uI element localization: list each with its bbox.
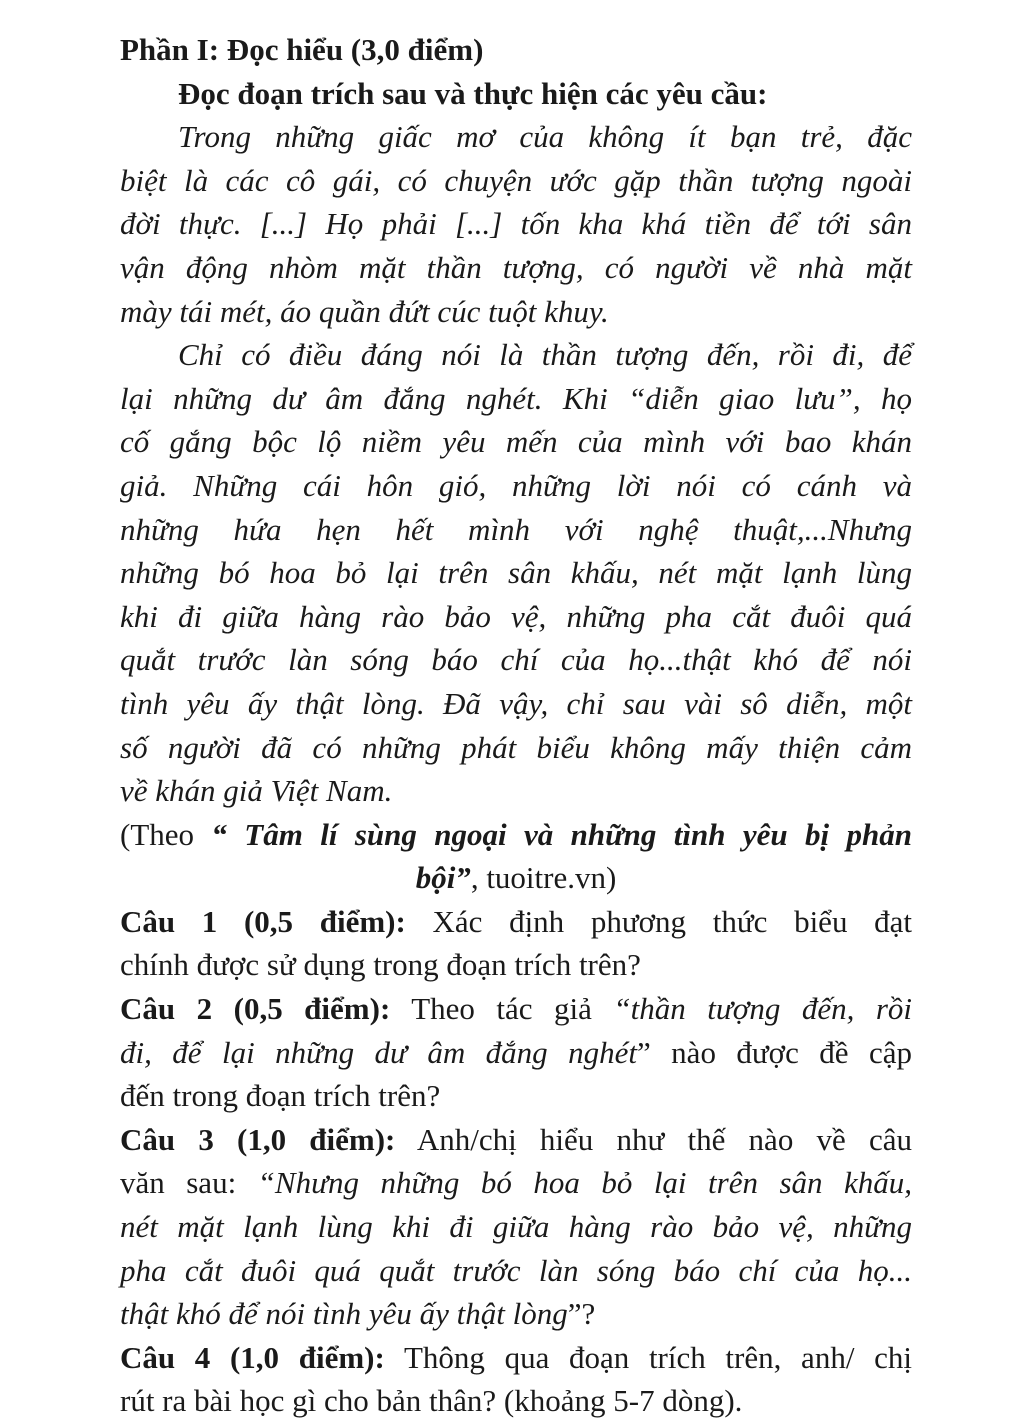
- excerpt-line: biệt là các cô gái, có chuyện ước gặp thần tượng ngoài: [120, 162, 912, 198]
- source-site: , tuoitre.vn): [470, 860, 617, 896]
- excerpt-line: giả. Những cái hôn gió, những lời nói có cánh và: [120, 467, 912, 503]
- question-quote: đi, để lại những dư âm đắng nghét: [120, 1034, 637, 1070]
- question-text: Anh/chị hiểu như thế nào về câu: [395, 1121, 912, 1157]
- excerpt-line: Chỉ có điều đáng nói là thần tượng đến, rồi đi, để: [178, 337, 912, 373]
- question-label: Câu 4 (1,0 điểm):: [120, 1339, 385, 1375]
- question-text: văn sau:: [120, 1165, 258, 1201]
- question-text: ” nào được đề cập: [636, 1034, 912, 1070]
- question-text: rút ra bài học gì cho bản thân? (khoảng 5-7 dòng).: [120, 1383, 743, 1419]
- question-2: [120, 987, 912, 1118]
- question-label: Câu 1 (0,5 điểm):: [120, 903, 406, 939]
- question-text: đến trong đoạn trích trên?: [120, 1078, 441, 1114]
- question-1: [120, 900, 912, 987]
- excerpt-line: khi đi giữa hàng rào bảo vệ, những pha cắt đuôi quá: [120, 598, 912, 634]
- question-4: [120, 1336, 912, 1423]
- question-3: [120, 1118, 912, 1336]
- excerpt-line: những hứa hẹn hết mình với nghệ thuật,...Nhưng: [120, 511, 912, 547]
- question-quote: “Nhưng những bó hoa bỏ lại trên sân khấu,: [257, 1165, 913, 1201]
- excerpt-line: về khán giả Việt Nam.: [120, 773, 393, 809]
- source-title: “ Tâm lí sùng ngoại và những tình yêu bị phản: [211, 816, 912, 852]
- source-prefix: (Theo: [120, 816, 212, 852]
- instruction: Đọc đoạn trích sau và thực hiện các yêu cầu:: [178, 75, 768, 111]
- excerpt-line: những bó hoa bỏ lại trên sân khấu, nét mặt lạnh lùng: [120, 555, 912, 591]
- question-text: Thông qua đoạn trích trên, anh/ chị: [384, 1339, 912, 1375]
- question-quote: pha cắt đuôi quá quắt trước làn sóng báo chí của họ...: [120, 1252, 912, 1288]
- excerpt-line: đời thực. [...] Họ phải [...] tốn kha khá tiền để tới sân: [120, 206, 912, 242]
- excerpt-paragraph-1: [120, 115, 912, 333]
- part-title: Phần I: Đọc hiểu (3,0 điểm): [120, 32, 484, 67]
- source-citation: [120, 813, 912, 900]
- source-title-end: bội”: [415, 860, 471, 896]
- excerpt-line: lại những dư âm đắng nghét. Khi “diễn giao lưu”, họ: [120, 380, 912, 416]
- question-text: ”?: [567, 1296, 596, 1332]
- excerpt-line: số người đã có những phát biểu không mấy thiện cảm: [120, 729, 912, 765]
- question-text: chính được sử dụng trong đoạn trích trên?: [120, 947, 641, 983]
- question-text: Xác định phương thức biểu đạt: [405, 903, 912, 939]
- excerpt-line: cố gắng bộc lộ niềm yêu mến của mình với bao khán: [120, 424, 912, 460]
- excerpt-line: quắt trước làn sóng báo chí của họ...thật khó để nói: [120, 642, 912, 678]
- question-text: Theo tác giả: [390, 991, 614, 1027]
- question-quote: “thần tượng đến, rồi: [613, 991, 912, 1027]
- question-label: Câu 3 (1,0 điểm):: [120, 1121, 396, 1157]
- excerpt-line: Trong những giấc mơ của không ít bạn trẻ, đặc: [178, 119, 912, 155]
- question-label: Câu 2 (0,5 điểm):: [120, 991, 391, 1027]
- question-quote: nét mặt lạnh lùng khi đi giữa hàng rào bảo vệ, những: [120, 1209, 912, 1245]
- excerpt-line: vận động nhòm mặt thần tượng, có người về nhà mặt: [120, 249, 912, 285]
- exam-page: [120, 28, 912, 1423]
- question-quote: thật khó để nói tình yêu ấy thật lòng: [120, 1296, 568, 1332]
- excerpt-line: tình yêu ấy thật lòng. Đã vậy, chỉ sau vài sô diễn, một: [120, 685, 912, 721]
- excerpt-line: mày tái mét, áo quần đứt cúc tuột khuy.: [120, 293, 609, 329]
- excerpt-paragraph-2: [120, 333, 912, 813]
